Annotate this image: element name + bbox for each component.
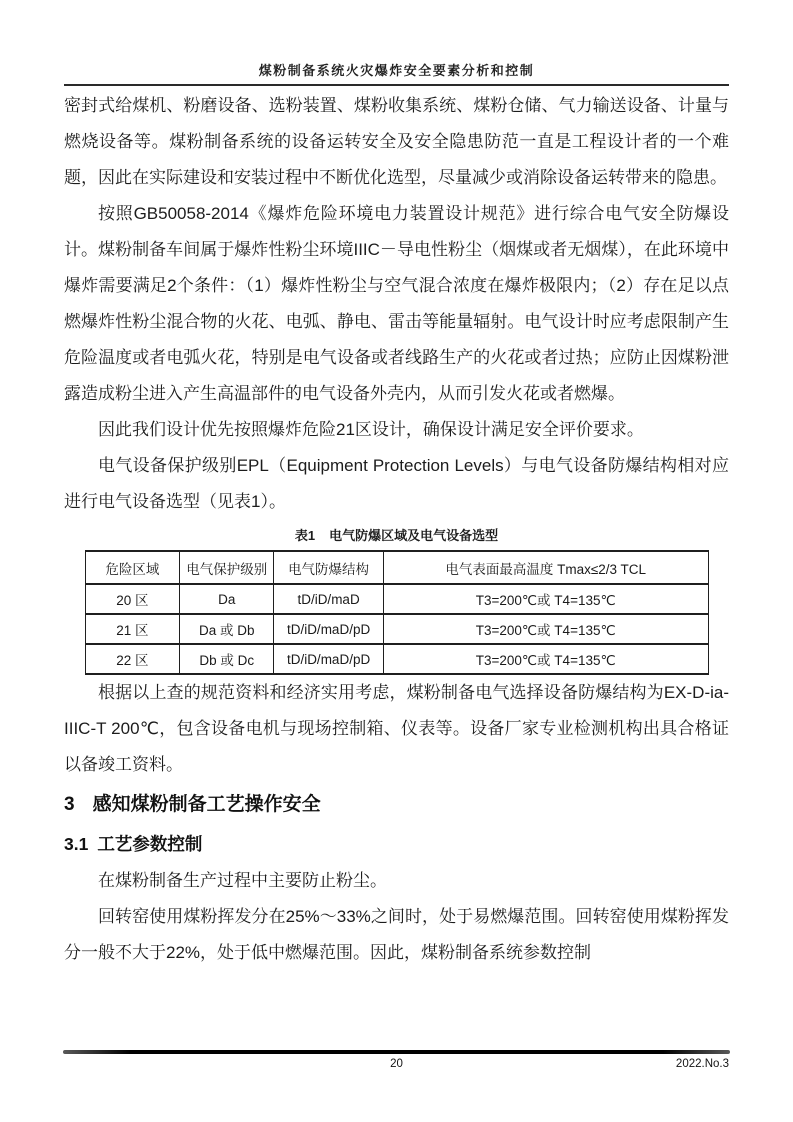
section-title: 感知煤粉制备工艺操作安全 xyxy=(92,794,321,815)
cell-structure: tD/iD/maD xyxy=(274,584,384,614)
document-body xyxy=(64,86,729,971)
cell-structure: tD/iD/maD/pD xyxy=(274,614,384,644)
subsection-title: 工艺参数控制 xyxy=(97,834,203,854)
cell-temperature: T3=200℃或 T4=135℃ xyxy=(383,584,708,614)
cell-protection-level: Da 或 Db xyxy=(180,614,274,644)
section-heading-3 xyxy=(64,785,729,825)
paragraph-gb50058-explosion-conditions: 按照GB50058-2014《爆炸危险环境电力装置设计规范》进行综合电气安全防爆设计。煤粉制备车间属于爆炸性粉尘环境IIIC－导电性粉尘（烟煤或者无烟煤），在此环境中爆炸需要满足2个条件：（1）爆炸性粉尘与空气混合浓度在爆炸极限内；（2）存在足以点燃爆炸性粉尘混合物的火花、电弧、静电、雷击等能量辐射。电气设计时应考虑限制产生危险温度或者电弧火花，特别是电气设备或者线路生产的火花或者过热；应防止因煤粉泄露造成粉尘进入产生高温部件的电气设备外壳内，从而引发火花或者燃爆。 xyxy=(64,204,729,403)
cell-temperature: T3=200℃或 T4=135℃ xyxy=(383,614,708,644)
table-header-row xyxy=(85,551,708,584)
table-caption-label: 表1 xyxy=(294,528,316,543)
paragraph-epl-selection: 电气设备保护级别EPL（Equipment Protection Levels）与电气设备防爆结构相对应进行电气设备选型（见表1）。 xyxy=(64,456,729,511)
paragraph-selection-result: 根据以上查的规范资料和经济实用考虑，煤粉制备电气选择设备防爆结构为EX-D-ia-IIIC-T 200℃，包含设备电机与现场控制箱、仪表等。设备厂家专业检测机构出具合格证以备竣工资料。 xyxy=(64,683,729,774)
table-electrical-equipment-selection xyxy=(85,550,709,675)
subsection-heading-3-1 xyxy=(64,825,729,863)
table-caption-title: 电气防爆区域及电气设备选型 xyxy=(329,528,499,543)
col-header-max-surface-temperature: 电气表面最高温度 Tmax≤2/3 TCL xyxy=(383,551,708,584)
subsection-number: 3.1 xyxy=(64,834,89,854)
running-header-title: 煤粉制备系统火灾爆炸安全要素分析和控制 xyxy=(258,63,535,78)
table-row-zone22 xyxy=(85,644,708,674)
col-header-protection-level: 电气保护级别 xyxy=(180,551,274,584)
footer-rule xyxy=(63,1050,730,1054)
cell-temperature: T3=200℃或 T4=135℃ xyxy=(383,644,708,674)
col-header-explosionproof-structure: 电气防爆结构 xyxy=(274,551,384,584)
table-row-zone21 xyxy=(85,614,708,644)
paragraph-dust-prevention: 在煤粉制备生产过程中主要防止粉尘。 xyxy=(98,871,387,890)
cell-zone: 20 区 xyxy=(85,584,180,614)
page-number: 20 xyxy=(390,1058,403,1070)
cell-protection-level: Db 或 Dc xyxy=(180,644,274,674)
cell-structure: tD/iD/maD/pD xyxy=(274,644,384,674)
cell-protection-level: Da xyxy=(180,584,274,614)
table-caption xyxy=(64,524,729,548)
col-header-hazard-zone: 危险区域 xyxy=(85,551,180,584)
paragraph-volatile-content: 回转窑使用煤粉挥发分在25%～33%之间时，处于易燃爆范围。回转窑使用煤粉挥发分一般不大于22%，处于低中燃爆范围。因此，煤粉制备系统参数控制 xyxy=(64,907,729,962)
paragraph-zone21-design: 因此我们设计优先按照爆炸危险21区设计，确保设计满足安全评价要求。 xyxy=(98,420,644,439)
issue-number: 2022.No.3 xyxy=(675,1058,729,1070)
table-row-zone20 xyxy=(85,584,708,614)
paragraph-equipment-list: 密封式给煤机、粉磨设备、选粉装置、煤粉收集系统、煤粉仓储、气力输送设备、计量与燃烧设备等。煤粉制备系统的设备运转安全及安全隐患防范一直是工程设计者的一个难题，因此在实际建设和安装过程中不断优化选型，尽量减少或消除设备运转带来的隐患。 xyxy=(64,96,729,187)
cell-zone: 21 区 xyxy=(85,614,180,644)
section-number: 3 xyxy=(64,794,75,815)
cell-zone: 22 区 xyxy=(85,644,180,674)
